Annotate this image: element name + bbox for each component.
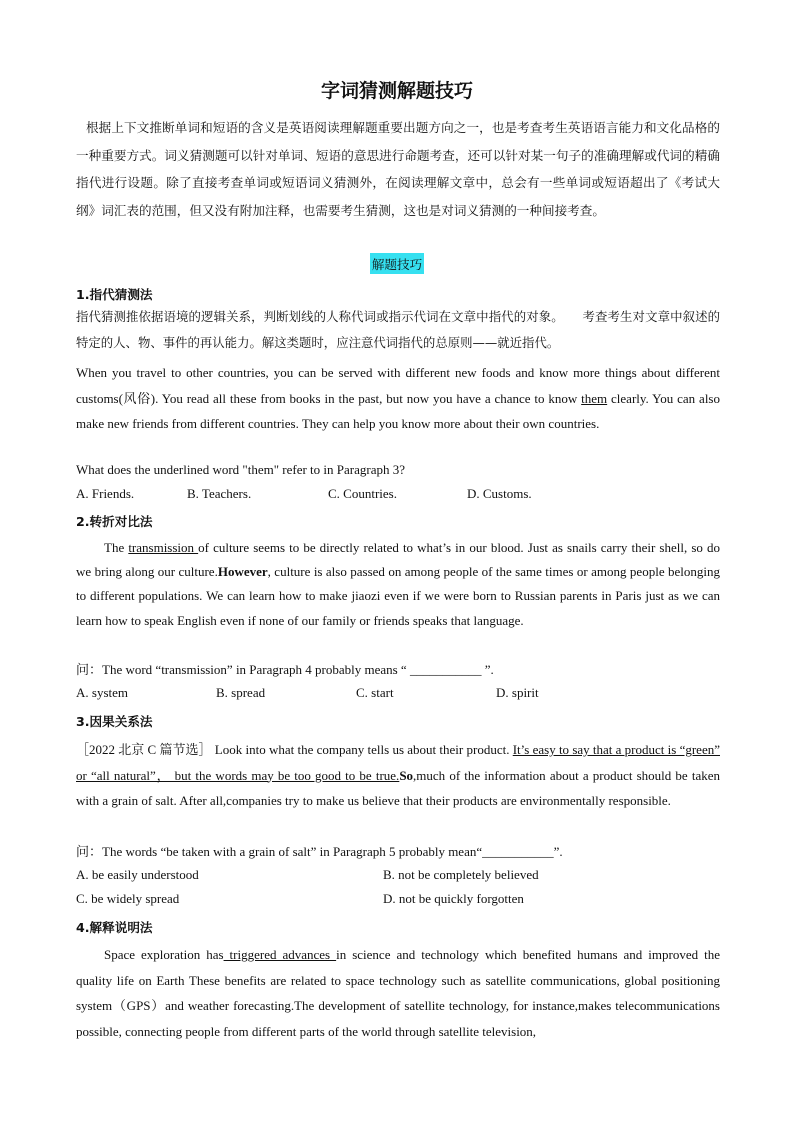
passage-text: , culture is also passed on among people of the same times or among people belonging to different populations. We can learn how to make jiaozi even if we were born to Russian parents in Paris just as we can learn how to speak English even if none of our family or friends speaks that language. — [76, 564, 720, 628]
section-3-option-b: B. not be completely believed — [383, 867, 539, 882]
section-3-passage — [76, 737, 720, 814]
passage-text: When you travel to other countries, you can be served with different new foods and know more things about different customs(风俗). You read all these from books in the past, but now you have a chance to know — [76, 365, 720, 406]
passage-text: clearly. You can also make new friends from different countries. They can help you know more about their own countries. — [76, 390, 720, 431]
underlined-word: transmission — [128, 540, 199, 555]
passage-text: ,much of the information about a product should be taken with a grain of salt. After all,companies try to make us believe that their products are environmentally responsible. — [76, 767, 720, 808]
section-3-heading: 3.因果关系法 — [76, 714, 153, 729]
section-2-option-b: B. spread — [216, 685, 266, 700]
passage-text: ［2022 北京 C 篇节选］ Look into what the company tells us about their product. — [76, 742, 513, 757]
tips-label: 解题技巧 — [370, 253, 424, 274]
section-4-passage — [76, 942, 720, 1044]
section-1-option-d: D. Customs. — [467, 486, 532, 501]
section-2-question: 问：The word “transmission” in Paragraph 4 probably means “ ___________ ”. — [76, 662, 494, 677]
page-title: 字词猜测解题技巧 — [320, 80, 473, 102]
section-1-option-c: C. Countries. — [328, 486, 397, 501]
section-3-option-c: C. be widely spread — [76, 891, 180, 906]
section-2-option-c: C. start — [356, 685, 394, 700]
bold-word: So — [399, 767, 414, 783]
passage-text: in science and technology which benefited humans and improved the quality life on Earth These benefits are related to space technology such as satellite communications, global positioning system（GPS）and weather forecasting.The development of satellite technology, for instance,makes telecommunications possible, connecting people from different parts of the world through satellite television, — [76, 947, 720, 1039]
section-1-option-b: B. Teachers. — [187, 486, 252, 501]
bold-word: However — [217, 564, 268, 580]
section-4-heading: 4.解释说明法 — [76, 920, 153, 935]
passage-text: The — [104, 540, 129, 555]
section-1-description: 指代猜测推依据语境的逻辑关系，判断划线的人称代词或指示代词在文章中指代的对象。 考查考生对文章中叙述的特定的人、物、事件的再认能力。解这类题时，应注意代词指代的总原则——就近指代。 — [76, 309, 720, 350]
underlined-phrase: triggered advances — [223, 947, 337, 962]
section-2-heading: 2.转折对比法 — [76, 514, 153, 529]
section-2-passage — [76, 536, 720, 633]
section-1-heading: 1.指代猜测法 — [76, 287, 153, 302]
section-1-passage — [76, 360, 720, 437]
section-2-option-a: A. system — [76, 685, 128, 700]
section-3-option-d: D. not be quickly forgotten — [383, 891, 524, 906]
tips-label-row — [0, 253, 794, 274]
underlined-sentence: It’s easy to say that a product is “green” or “all natural”， but the words may be too good to be true. — [76, 742, 720, 783]
section-3-question: 问：The words “be taken with a grain of salt” in Paragraph 5 probably mean“___________”. — [76, 844, 563, 859]
passage-text: Space exploration has — [104, 947, 224, 962]
intro-paragraph: 根据上下文推断单词和短语的含义是英语阅读理解题重要出题方向之一，也是考查考生英语语言能力和文化品格的一种重要方式。词义猜测题可以针对单词、短语的意思进行命题考查，还可以针对某一句子的准确理解或代词的精确指代进行设题。除了直接考查单词或短语词义猜测外，在阅读理解文章中，总会有一些单词或短语超出了《考试大纲》词汇表的范围，但又没有附加注释，也需要考生猜测，这也是对词义猜测的一种间接考查。 — [76, 120, 720, 218]
section-1-option-a: A. Friends. — [76, 486, 135, 501]
section-2-option-d: D. spirit — [496, 685, 539, 700]
section-1-question: What does the underlined word "them" refer to in Paragraph 3? — [76, 462, 405, 477]
passage-text: of culture seems to be directly related to what’s in our blood. Just as snails carry their shell, so do we bring along our culture. — [76, 540, 720, 580]
underlined-word: them — [581, 390, 608, 406]
section-3-option-a: A. be easily understood — [76, 867, 199, 882]
